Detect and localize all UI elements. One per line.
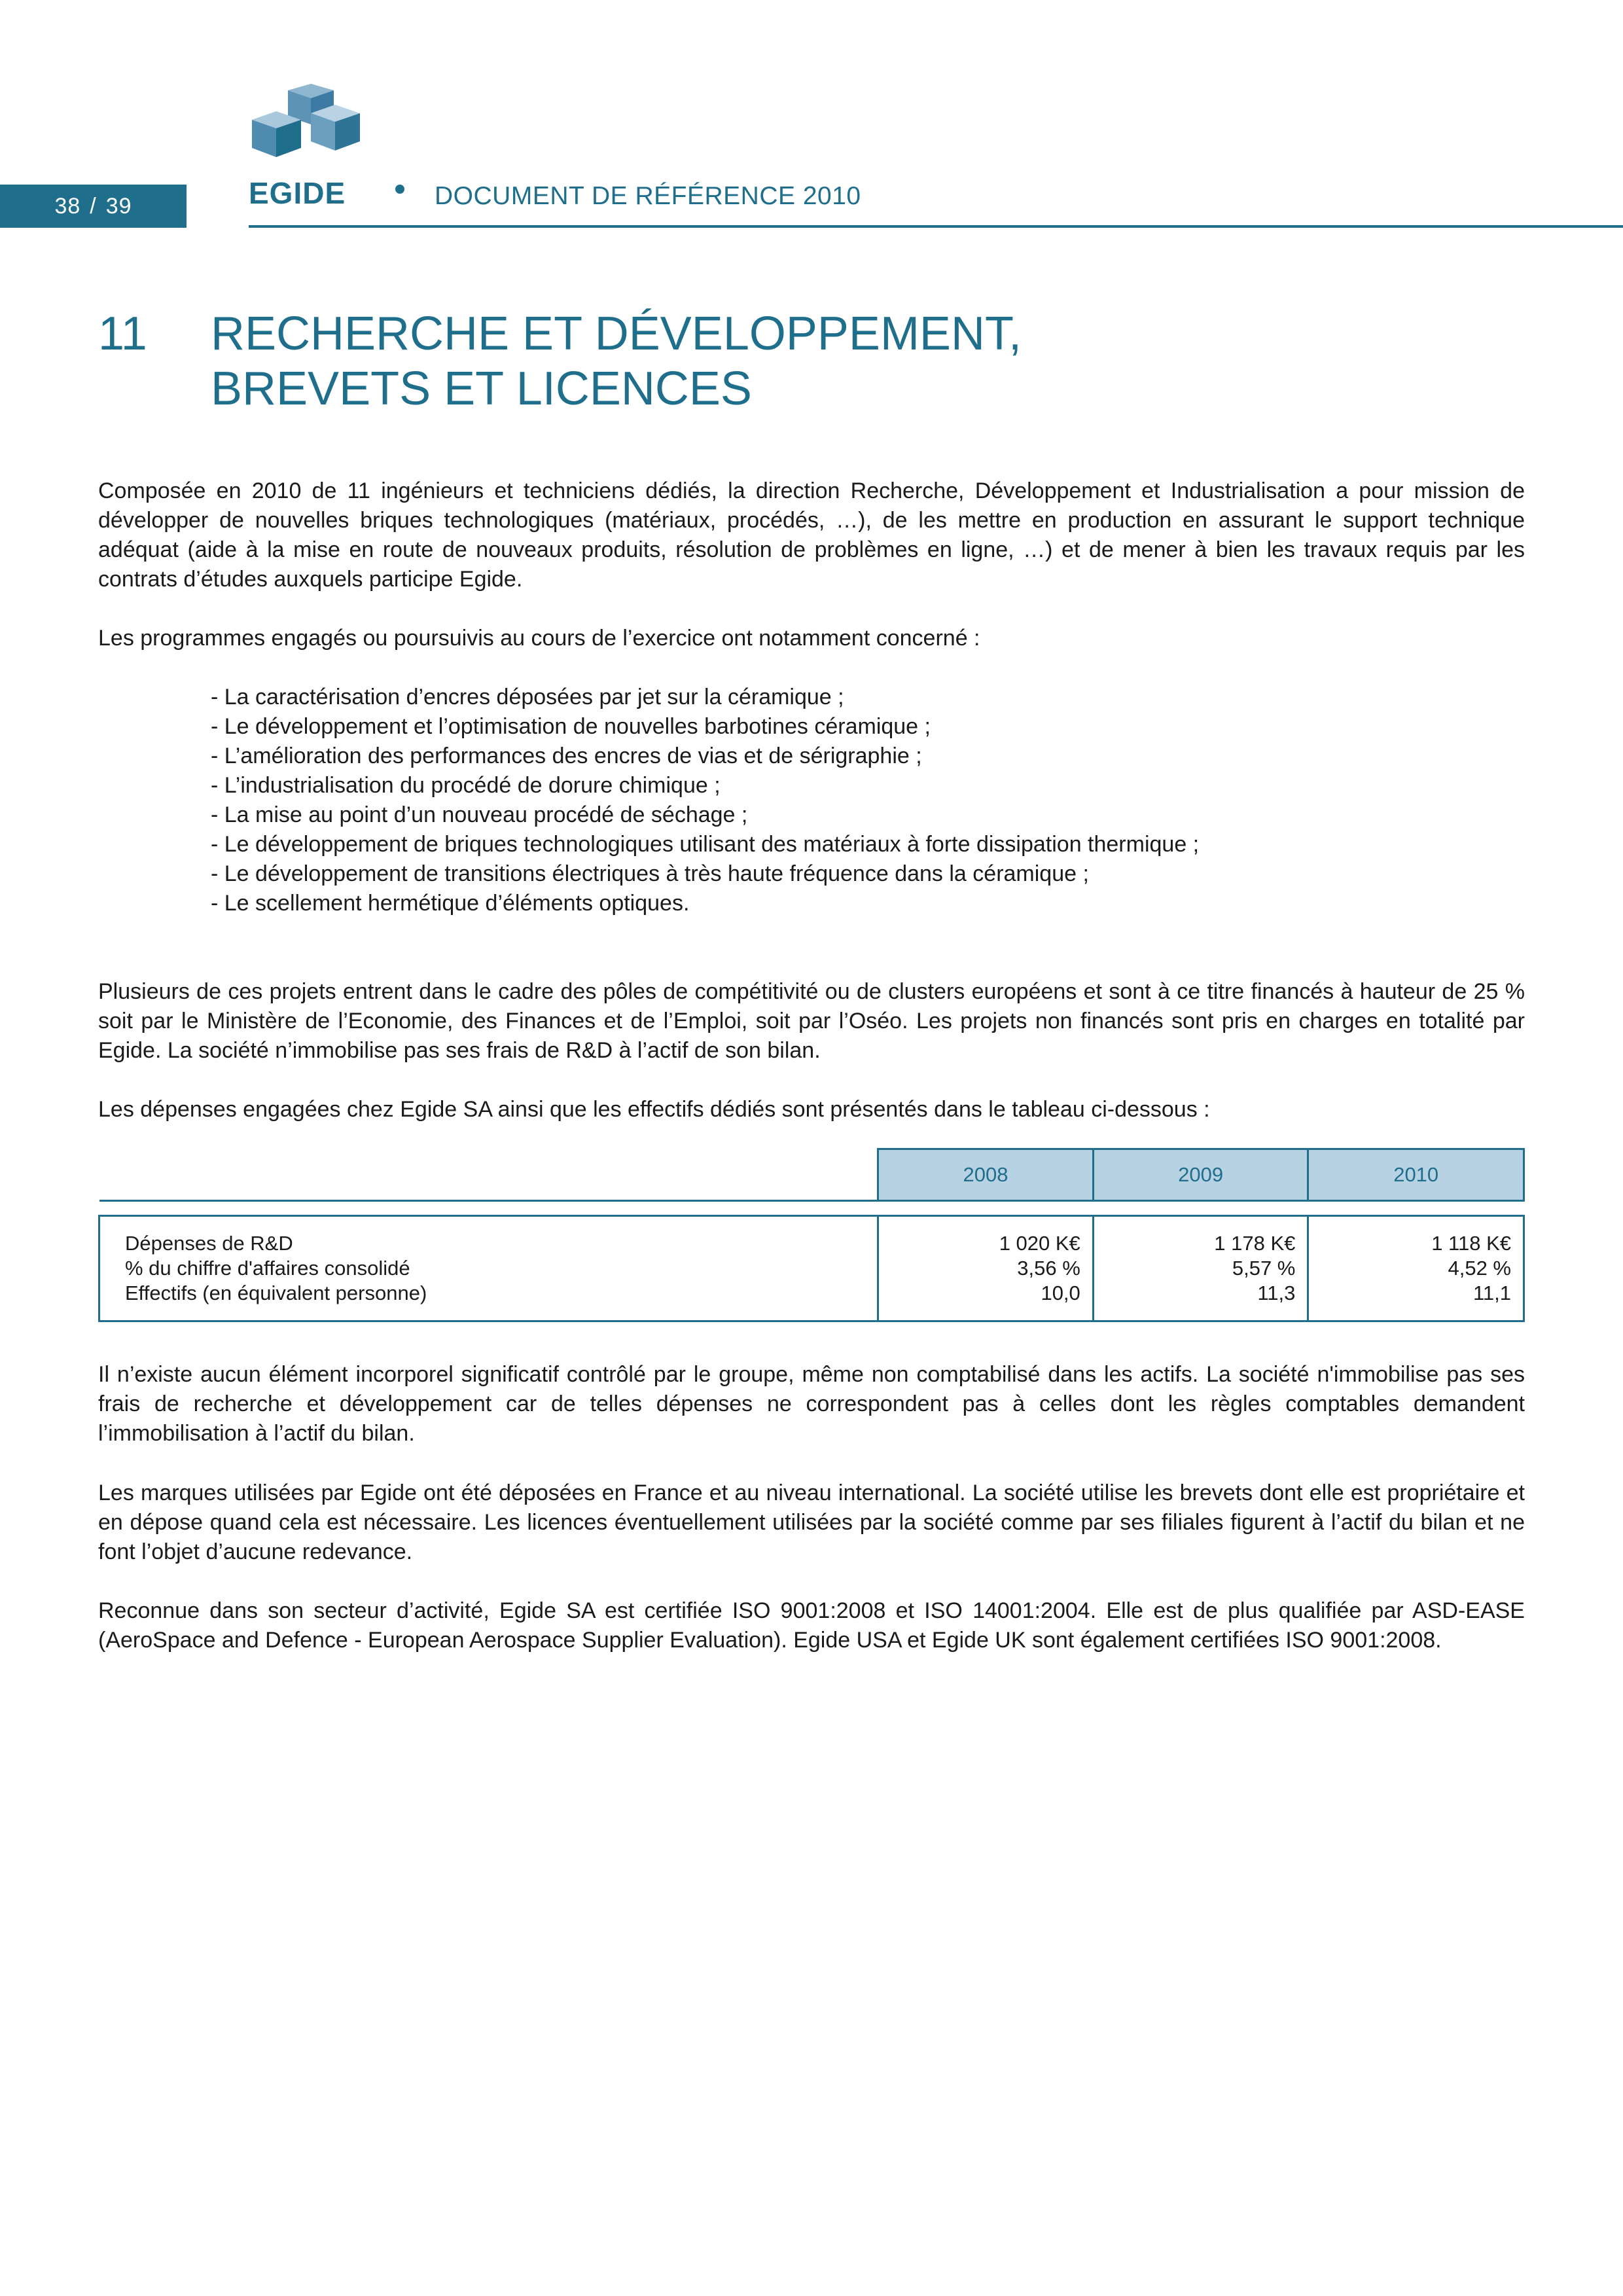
cell-value: 3,56 %: [1017, 1257, 1080, 1280]
paragraph-programmes-text: Les programmes engagés ou poursuivis au cours de l’exercice ont notamment concerné :: [98, 626, 980, 651]
list-item: - Le développement de briques technologiques utilisant des matériaux à forte dissipation thermique ;: [211, 832, 1200, 857]
page-total: 39: [105, 194, 132, 219]
list-item: - La mise au point d’un nouveau procédé de séchage ;: [211, 802, 748, 827]
list-item: - L’industrialisation du procédé de dorure chimique ;: [211, 773, 721, 798]
table-header-empty: [99, 1149, 878, 1201]
cell-value: 11,1: [1472, 1282, 1511, 1304]
rd-expenses-table: [98, 1148, 1525, 1322]
paragraph-programmes: [98, 624, 1525, 653]
page-separator: /: [90, 194, 97, 219]
table-cell-2009: [1093, 1216, 1308, 1321]
document-title: DOCUMENT DE RÉFÉRENCE 2010: [435, 182, 861, 210]
row-label: Dépenses de R&D: [125, 1232, 293, 1255]
list-item: - Le développement de transitions électriques à très haute fréquence dans la céramique ;: [211, 861, 1089, 886]
paragraph-marques-text: Les marques utilisées par Egide ont été déposées en France et au niveau international. La société utilise les brevets dont elle est propriétaire et en dépose quand cela est nécessaire. Les licences éventuellement utilisées par la société comme par ses filiales figurent à l’actif du bilan et ne font l’objet d’aucune redevance.: [98, 1480, 1525, 1564]
table-header-year: 2009: [1093, 1149, 1308, 1201]
section-title-line-1: RECHERCHE ET DÉVELOPPEMENT,: [211, 308, 1022, 360]
cell-value: 1 020 K€: [999, 1232, 1080, 1255]
section-title: [211, 306, 1454, 416]
row-label: % du chiffre d'affaires consolidé: [125, 1257, 410, 1280]
table-header-year: 2010: [1308, 1149, 1524, 1201]
table-header-year: 2008: [878, 1149, 1094, 1201]
table-cell-2008: [878, 1216, 1094, 1321]
brand-wordmark: EGIDE: [249, 176, 346, 210]
cell-value: 1 118 K€: [1431, 1232, 1511, 1255]
list-item: - Le scellement hermétique d’éléments optiques.: [211, 891, 690, 916]
section-title-line-2: BREVETS ET LICENCES: [211, 363, 752, 415]
page-current: 38: [54, 194, 81, 219]
section-number: 11: [98, 308, 147, 360]
table-labels-cell: [99, 1216, 878, 1321]
cell-value: 5,57 %: [1232, 1257, 1296, 1280]
header-bullet: [395, 185, 404, 194]
paragraph-poles-text: Plusieurs de ces projets entrent dans le cadre des pôles de compétitivité ou de clusters européens et sont à ce titre financés à hauteur de 25 % soit par le Ministère de l’Economie, des Finances et de l’Emploi, soit par l’Oséo. Les projets non financés sont pris en charges en totalité par Egide. La société n’immobilise pas ses frais de R&D à l’actif de son bilan.: [98, 979, 1525, 1063]
paragraph-table-intro-text: Les dépenses engagées chez Egide SA ainsi que les effectifs dédiés sont présentés dans le tableau ci-dessous :: [98, 1097, 1210, 1122]
paragraph-incorporel: [98, 1360, 1525, 1448]
cell-value: 4,52 %: [1448, 1257, 1511, 1280]
page-number-tab: [0, 185, 187, 228]
paragraph-incorporel-text: Il n’existe aucun élément incorporel significatif contrôlé par le groupe, même non comptabilisé dans les actifs. La société n'immobilise pas ses frais de recherche et développement car de telles dépenses ne correspondent pas à celles dont les règles comptables demandent l’immobilisation à l’actif du bilan.: [98, 1362, 1525, 1446]
cell-value: 11,3: [1257, 1282, 1296, 1304]
table-header-row: [99, 1149, 1524, 1201]
cell-value: 1 178 K€: [1214, 1232, 1296, 1255]
header-divider: [249, 225, 1623, 228]
paragraph-intro: [98, 476, 1525, 594]
table-row: [99, 1216, 1524, 1321]
list-item: - L’amélioration des performances des encres de vias et de sérigraphie ;: [211, 744, 922, 768]
paragraph-table-intro: [98, 1095, 1525, 1124]
row-label: Effectifs (en équivalent personne): [125, 1282, 427, 1304]
paragraph-poles: [98, 977, 1525, 1066]
paragraph-intro-text: Composée en 2010 de 11 ingénieurs et techniciens dédiés, la direction Recherche, Développement et Industrialisation a pour mission de développer de nouvelles briques technologiques (matériaux, procédés, …), de les mettre en production en assurant le support technique adéquat (aide à la mise en route de nouveaux produits, résolution de problèmes en ligne, …) et de mener à bien les travaux requis par les contrats d’études auxquels participe Egide.: [98, 478, 1525, 592]
programmes-list: [211, 683, 1199, 918]
table-spacer-row: [99, 1201, 1524, 1216]
table-cell-2010: [1308, 1216, 1524, 1321]
paragraph-certification-text: Reconnue dans son secteur d’activité, Egide SA est certifiée ISO 9001:2008 et ISO 14001:2004. Elle est de plus qualifiée par ASD-EASE (AeroSpace and Defence - European Aerospace Supplier Evaluation). Egide USA et Egide UK sont également certifiées ISO 9001:2008.: [98, 1598, 1525, 1653]
list-item: - Le développement et l’optimisation de nouvelles barbotines céramique ;: [211, 714, 931, 739]
paragraph-certification: [98, 1596, 1525, 1655]
paragraph-marques: [98, 1479, 1525, 1567]
list-item: - La caractérisation d’encres déposées par jet sur la céramique ;: [211, 685, 844, 709]
cell-value: 10,0: [1041, 1282, 1080, 1304]
